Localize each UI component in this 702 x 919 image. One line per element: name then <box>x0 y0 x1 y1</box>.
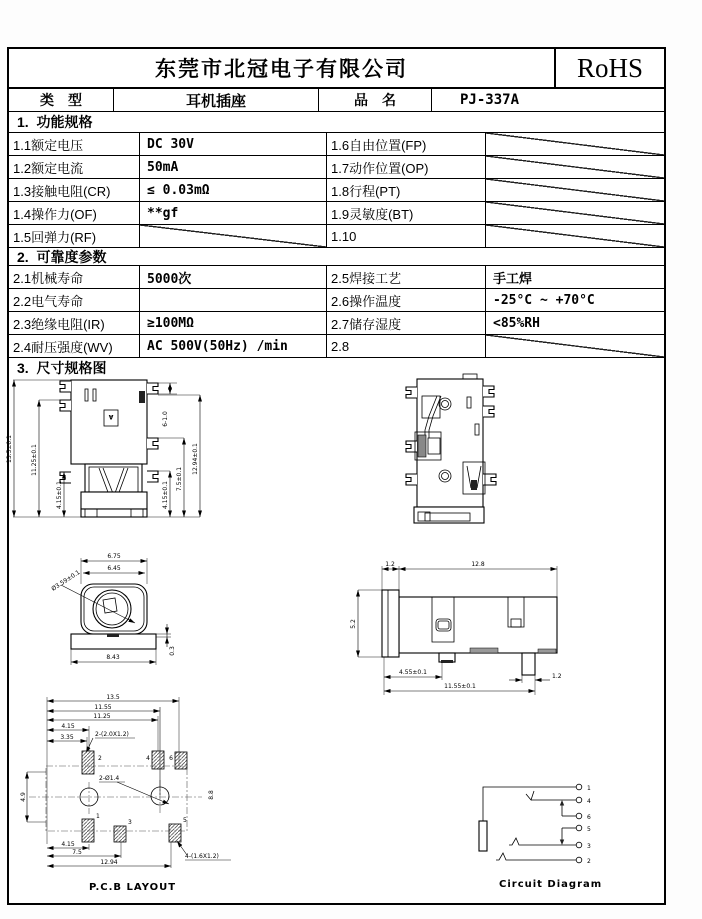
table-row <box>9 132 664 155</box>
section2-title: 2. 可靠度参数 <box>9 247 664 265</box>
section2-table <box>9 265 664 357</box>
dim-4_15-left: 4.15±0.1 <box>56 481 63 509</box>
spec-label: 1.1额定电压 <box>13 137 84 153</box>
spec-value-empty <box>485 156 664 178</box>
switch-contact <box>496 853 576 860</box>
dim-6-1_0: 6-1.0 <box>162 411 169 427</box>
spec-value: 5000次 <box>139 266 326 288</box>
section1-table <box>9 132 664 247</box>
dim-hole: Ø3.59±0.1 <box>50 569 82 593</box>
pcb-dim-3_35: 3.35 <box>60 734 74 741</box>
type-row <box>9 87 664 111</box>
pin-5: 5 <box>587 826 591 833</box>
pcb-dim-4_9: 4.9 <box>20 792 27 802</box>
terminal-tab <box>60 381 71 392</box>
table-row <box>9 224 664 247</box>
spec-value-empty <box>485 335 664 357</box>
section3-title: 3. 尺寸规格图 <box>9 357 664 377</box>
pcb-dim-11_25: 11.25 <box>93 713 111 720</box>
table-row <box>9 334 664 357</box>
dim-12_94: 12.94±0.1 <box>192 443 199 475</box>
company-name: 东莞市北冠电子有限公司 <box>155 58 408 81</box>
spec-label: 1.9灵敏度(BT) <box>326 202 485 224</box>
spec-label: 1.8行程(PT) <box>326 179 485 201</box>
pcb-pad-4: 4 <box>146 755 150 762</box>
spec-label: 1.6自由位置(FP) <box>326 133 485 155</box>
spec-value-empty <box>485 179 664 201</box>
pin-1: 1 <box>587 785 591 792</box>
dim-4_55: 4.55±0.1 <box>399 669 427 676</box>
dim-5_2: 5.2 <box>350 619 357 629</box>
pcb-dim-4_15-bottom: 4.15 <box>61 841 75 848</box>
spec-label: 2.1机械寿命 <box>13 270 84 286</box>
pcb-pad-1: 1 <box>96 813 100 820</box>
front-view-drawing <box>6 364 254 546</box>
pin-2: 2 <box>587 858 591 865</box>
type-value: 耳机插座 <box>113 89 318 111</box>
pcb-dim-13_5: 13.5 <box>106 694 120 701</box>
spec-label: 2.3绝缘电阻(IR) <box>13 316 105 332</box>
jack-face-view-drawing <box>47 547 217 687</box>
pcb-layout-title: P.C.B LAYOUT <box>89 882 177 893</box>
table-row <box>9 201 664 224</box>
spec-label: 2.6操作温度 <box>326 289 485 311</box>
table-row <box>9 311 664 334</box>
spec-label: 2.7储存湿度 <box>326 312 485 334</box>
pcb-dim-4_15-top: 4.15 <box>61 723 75 730</box>
spec-label: 1.7动作位置(OP) <box>326 156 485 178</box>
spec-label: 1.2额定电流 <box>13 160 84 176</box>
pcb-dim-right: 8.8 <box>208 790 215 800</box>
dim-1_2-bottom: 1.2 <box>552 673 562 680</box>
pcb-pad-3: 3 <box>128 819 132 826</box>
spec-label: 1.4操作力(OF) <box>13 206 97 222</box>
dim-7_5: 7.5±0.1 <box>176 466 183 492</box>
spec-value: ≥100MΩ <box>139 312 326 334</box>
pin-4: 4 <box>587 798 591 805</box>
pcb-dim-12_94: 12.94 <box>100 859 118 866</box>
spec-value-empty <box>485 133 664 155</box>
spec-label: 1.5回弹力(RF) <box>13 229 97 245</box>
header-row <box>9 49 664 87</box>
pcb-dim-11_55: 11.55 <box>94 704 112 711</box>
part-name-label: 品 名 <box>318 89 431 111</box>
pcb-pad-2: 2 <box>98 755 102 762</box>
spec-value-empty <box>139 289 326 311</box>
sheet-border <box>7 47 666 905</box>
dim-8_43: 8.43 <box>106 654 120 661</box>
spec-label: 1.3接触电阻(CR) <box>13 183 111 199</box>
spec-label: 1.10 <box>326 225 485 247</box>
spec-label: 2.5焊接工艺 <box>326 266 485 288</box>
dim-6_45: 6.45 <box>107 565 121 572</box>
pcb-pad-label: 4-(1.6X1.2) <box>185 853 219 860</box>
spec-value-empty <box>485 225 664 247</box>
spec-label: 2.2电气寿命 <box>13 293 84 309</box>
pin-6: 6 <box>587 814 591 821</box>
spec-value: <85%RH <box>485 312 664 334</box>
pcb-slot-label: 2-(2.0X1.2) <box>95 731 129 738</box>
table-row <box>9 265 664 288</box>
dim-0_3: 0.3 <box>169 646 176 656</box>
mark-a: A <box>108 413 114 420</box>
dim-1_2-top: 1.2 <box>385 561 395 568</box>
table-row <box>9 178 664 201</box>
rohs-badge: RoHS <box>554 49 664 87</box>
pcb-layout-drawing <box>17 692 247 902</box>
spec-value: AC 500V(50Hz) /min <box>139 335 326 357</box>
section1-title: 1. 功能规格 <box>9 111 664 132</box>
spec-value: 50mA <box>139 156 326 178</box>
type-label: 类 型 <box>40 92 82 108</box>
spec-value: ≤ 0.03mΩ <box>139 179 326 201</box>
dim-11_55: 11.55±0.1 <box>444 683 476 690</box>
pcb-pad-6: 6 <box>169 755 173 762</box>
dim-13_5: 13.5±0.1 <box>6 435 13 463</box>
pcb-pad-5: 5 <box>183 817 187 824</box>
dim-6_75: 6.75 <box>107 553 121 560</box>
plug-symbol <box>479 821 487 851</box>
table-row <box>9 155 664 178</box>
table-row <box>9 288 664 311</box>
spec-value: 手工焊 <box>485 266 664 288</box>
spec-value: -25°C ~ +70°C <box>485 289 664 311</box>
circuit-diagram-drawing <box>457 752 607 902</box>
spec-value-empty <box>485 202 664 224</box>
rear-view-drawing <box>387 364 569 544</box>
switch-contact <box>526 791 576 800</box>
dim-11_25: 11.25±0.1 <box>31 444 38 476</box>
dim-12_8: 12.8 <box>471 561 485 568</box>
spec-value: DC 30V <box>139 133 326 155</box>
part-name-value: PJ-337A <box>431 89 664 111</box>
pcb-dim-7_5: 7.5 <box>72 849 82 856</box>
side-view-drawing <box>342 547 572 702</box>
dim-4_15-right: 4.15±0.1 <box>162 481 169 509</box>
spec-value-empty <box>139 225 326 247</box>
pcb-hole-label: 2-Ø1.4 <box>99 775 120 782</box>
circuit-diagram-title: Circuit Diagram <box>499 879 603 890</box>
pin-3: 3 <box>587 843 591 850</box>
spec-value: **gf <box>139 202 326 224</box>
spec-label: 2.4耐压强度(WV) <box>13 339 113 355</box>
switch-contact <box>509 838 576 845</box>
spec-label: 2.8 <box>326 335 485 357</box>
